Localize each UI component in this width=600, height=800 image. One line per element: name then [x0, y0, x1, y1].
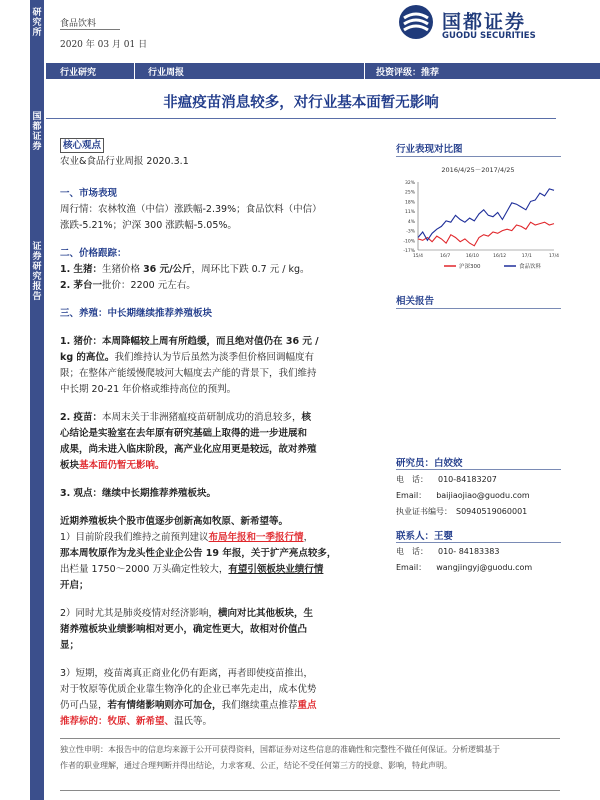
para-point2-2: 猪养殖板块业绩影响相对更小，确定性更大，故相对价值凸	[60, 624, 308, 635]
y-tick-label: -3%	[406, 229, 415, 235]
para-price-2: kg 的高位。我们维持认为节后虽然为淡季但价格回调幅度有	[60, 352, 314, 363]
para-point3-3: 仍可凸显，若有情绪影响则亦可加仓，我们继续重点推荐重点	[60, 700, 317, 711]
analyst-email: Email： baijiaojiao@guodu.com	[396, 491, 530, 500]
para-point3-4: 推荐标的：牧原、新希望、温氏等。	[60, 716, 213, 727]
para-vaccine-1: 2. 疫苗：本周末关于非洲猪瘟疫苗研制成功的消息较多，核	[60, 412, 312, 423]
para-point3-1: 3）短期，疫苗离真正商业化仍有距离，再者即使疫苗推出，	[60, 668, 314, 679]
header-divider	[60, 29, 120, 30]
y-tick-label: 11%	[404, 210, 415, 216]
para-vaccine-2: 心结论是实验室在去年原有研究基础上取得的进一步进展和	[60, 428, 308, 439]
logo-text-cn: 国都证券	[442, 11, 527, 33]
related-reports-divider	[396, 308, 561, 309]
series-line-1	[418, 222, 554, 246]
para-point1-4: 开启；	[60, 580, 89, 591]
legend-label: 沪深300	[459, 264, 481, 270]
contact-divider	[396, 542, 561, 543]
analyst-cert: 执业证书编号： S0940519060001	[396, 507, 528, 516]
legend-label: 食品饮料	[519, 264, 542, 270]
contact-phone: 电 话： 010- 84183383	[396, 547, 500, 556]
x-tick-label: 17/1	[521, 254, 532, 259]
title-divider	[46, 118, 556, 119]
y-tick-label: -17%	[403, 249, 415, 254]
para-price-3: 限；在整体产能缓慢爬坡河大幅度去产能的背景下，我们维持	[60, 368, 317, 379]
related-reports-title: 相关报告	[396, 296, 435, 307]
x-tick-label: 16/12	[493, 254, 507, 259]
report-subtype: 行业周报	[148, 68, 185, 78]
logo-mark-icon	[398, 4, 434, 40]
para-view: 3. 观点：继续中长期推荐养殖板块。	[60, 488, 217, 499]
contact-email: Email： wangjingyj@guodu.com	[396, 563, 533, 572]
report-title: 非瘟疫苗消息较多，对行业基本面暂无影响	[163, 95, 439, 111]
bar-separator	[134, 63, 135, 79]
x-tick-label: 16/7	[440, 254, 451, 259]
chart-date-range: 2016/4/25－2017/4/25	[441, 166, 515, 174]
side-label-company: 国都证券	[32, 112, 42, 152]
contact-title: 联系人：王婴	[396, 531, 454, 542]
analyst-divider	[396, 469, 561, 470]
para-price-1: 1. 猪价：本周降幅较上周有所趋缓，而且绝对值仍在 36 元 /	[60, 336, 319, 347]
para-price-4: 中长期 20-21 年价格或维持高位的预判。	[60, 384, 237, 395]
y-tick-label: 18%	[404, 200, 415, 206]
para-point1-3: 出栏量 1750～2000 万头确定性较大，有望引领板块业绩行情	[60, 564, 324, 575]
chart-section-divider	[396, 156, 561, 157]
para-vaccine-3: 成果，尚未进入临床阶段，高产业化应用更是较远，故对养殖	[60, 444, 317, 455]
y-tick-label: 25%	[404, 190, 415, 196]
analyst-phone: 电 话： 010-84183207	[396, 475, 497, 484]
para-point1-1: 1）目前阶段我们维持之前预判建议布局年报和一季报行情，	[60, 532, 314, 543]
disclaimer-line-2: 作者的职业理解，通过合理判断并得出结论，力求客观、公正，结论不受任何第三方的授意、影响，特此声明。	[60, 761, 452, 770]
weekly-report-line: 农业&食品行业周报 2020.3.1	[60, 156, 189, 167]
price-item-hog: 1. 生猪：生猪价格 36 元/公斤，周环比下跌 0.7 元 / kg。	[60, 264, 310, 275]
market-line-1: 周行情：农林牧渔（中信）涨跌幅-2.39%；食品饮料（中信）	[60, 204, 322, 215]
x-tick-label: 16/10	[465, 254, 479, 259]
header-date: 2020 年 03 月 01 日	[60, 40, 148, 50]
report-type: 行业研究	[60, 68, 97, 78]
para-vaccine-4: 板块基本面仍暂无影响。	[60, 460, 165, 471]
para-point2-1: 2）同时尤其是肺炎疫情对经济影响，横向对比其他板块，生	[60, 608, 314, 619]
disclaimer-line-1: 独立性申明：本报告中的信息均来源于公开可获得资料，国都证券对这些信息的准确性和完整性不做任何保证。分析逻辑基于	[60, 745, 500, 754]
market-line-2: 涨跌-5.21%；沪深 300 涨跌幅-5.05%。	[60, 220, 237, 231]
x-tick-label: 17/4	[548, 254, 560, 259]
chart-section-title: 行业表现对比图	[396, 144, 463, 155]
analyst-title: 研究员：白姣姣	[396, 458, 463, 469]
report-info-bar	[46, 63, 600, 79]
section-breeding-title: 三、养殖：中长期继续推荐养殖板块	[60, 308, 213, 319]
logo-text-en: GUODU SECURITIES	[442, 31, 536, 41]
section-price-title: 二、价格跟踪：	[60, 248, 127, 259]
investment-rating: 投资评级：推荐	[376, 68, 440, 78]
footer-divider	[60, 790, 560, 791]
bar-separator	[364, 63, 365, 79]
y-tick-label: 32%	[404, 181, 415, 186]
core-view-label: 核心观点	[60, 138, 385, 154]
industry-performance-chart	[396, 160, 561, 278]
company-logo	[398, 4, 558, 44]
para-point2-3: 显；	[60, 640, 80, 651]
side-label-research: 研究所	[32, 8, 42, 38]
para-point1-2: 那本周牧原作为龙头性企业企公告 19 年报，关于扩产亮点较多，	[60, 548, 337, 559]
para-recent-title: 近期养殖板块个股市值逐步创新高如牧原、新希望等。	[60, 516, 289, 527]
disclaimer-divider	[60, 738, 560, 739]
header-category: 食品饮料	[60, 19, 97, 29]
para-point3-2: 对于牧原等优质企业靠生物净化的企业已率先走出，成本优势	[60, 684, 317, 695]
price-item-moutai: 2. 茅台一批价：2200 元左右。	[60, 280, 196, 291]
y-tick-label: -10%	[403, 239, 415, 245]
disclaimer	[60, 742, 560, 774]
y-tick-label: 4%	[407, 219, 415, 225]
series-line-2	[418, 189, 554, 240]
section-market-title: 一、市场表现	[60, 188, 118, 199]
side-label-report: 证券研究报告	[32, 242, 42, 302]
x-tick-label: 15/4	[412, 254, 424, 259]
